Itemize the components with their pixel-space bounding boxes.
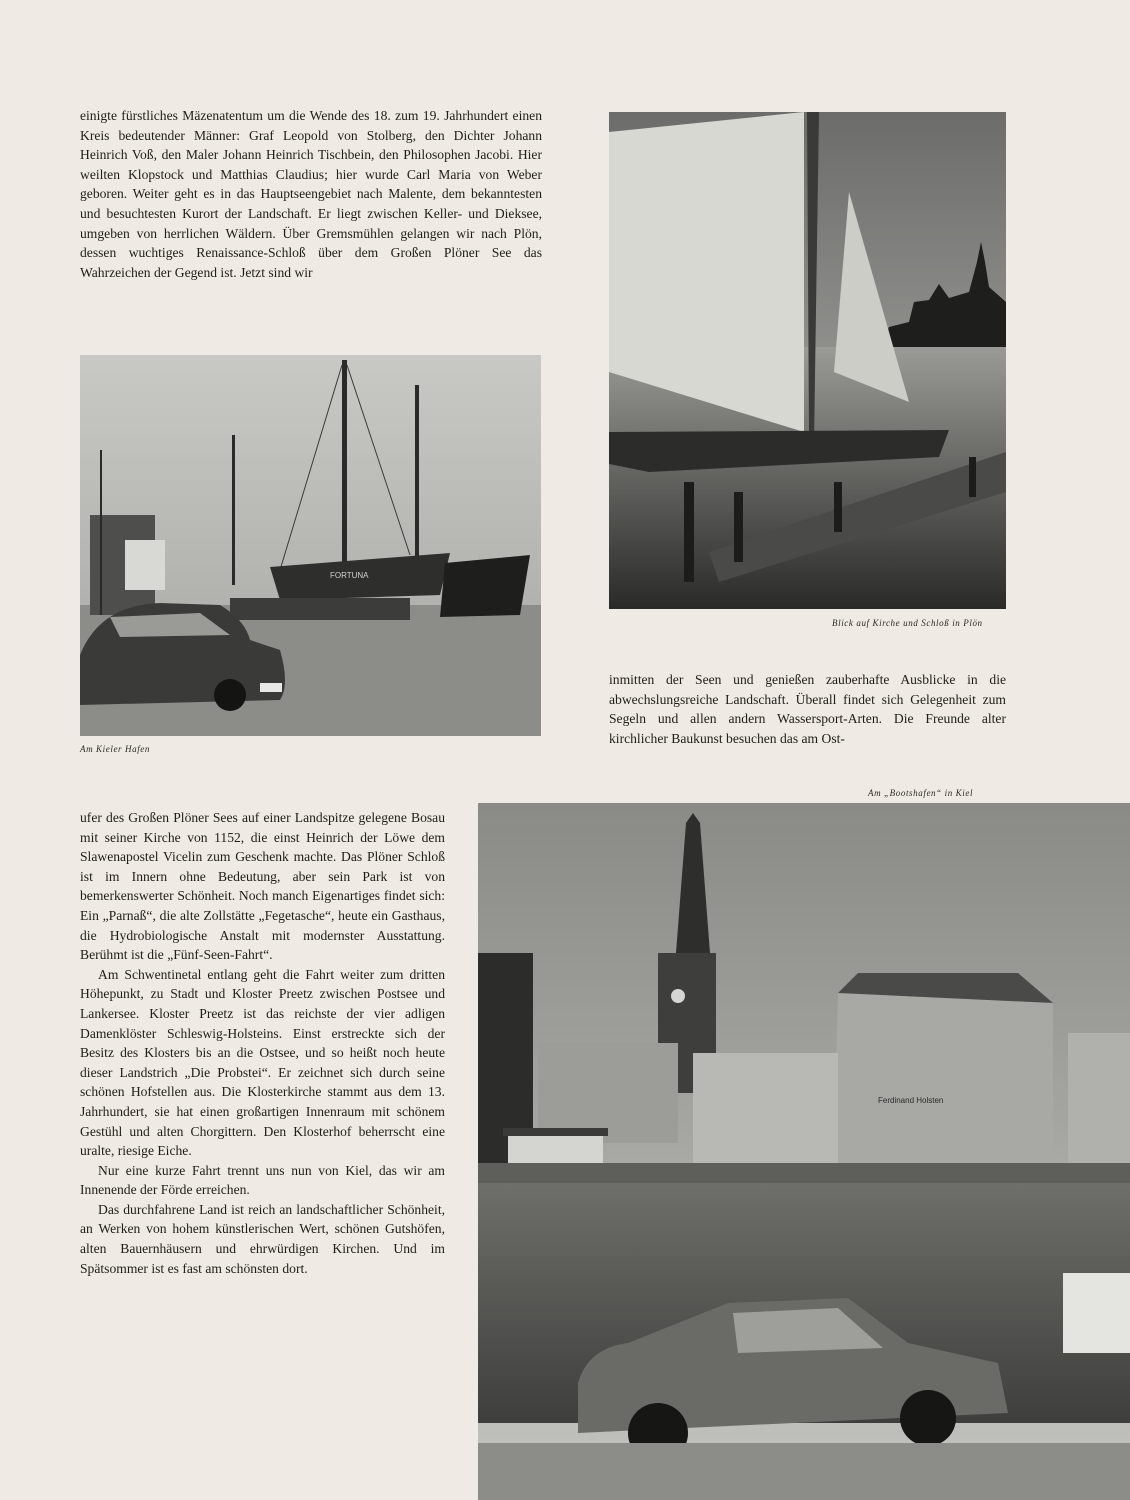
paragraph: einigte fürstliches Mäzenatentum um die Wende des 18. zum 19. Jahrhundert einen Kreis bedeutender Männer: Graf Leopold von Stolberg, den Dichter Johann Heinrich Voß, den Maler Johann Heinrich Tischbein, den Philosophen Jacobi. Hier weilten Klopstock und Matthias Claudius; hier wurde Carl Maria von Weber geboren. Weiter geht es in das Hauptseengebiet nach Malente, dem bekanntesten und besuchtesten Kurort der Landschaft. Er liegt zwischen Keller- und Dieksee, umgeben von herrlichen Wäldern. Über Gremsmühlen gelangen wir nach Plön, dessen wuchtiges Renaissance-Schloß über dem Großen Plöner See das Wahrzeichen der Gegend ist. Jetzt sind wir — [80, 108, 542, 280]
paragraph: Das durchfahrene Land ist reich an landschaftlicher Schönheit, an Werken von hohem künstlerischen Wert, schönen Gutshöfen, alten Bauernhäusern und ehrwürdigen Kirchen. Und im Spätsommer ist es fast am schönsten dort. — [80, 1201, 445, 1276]
ship-name-sign: FORTUNA — [330, 571, 369, 580]
paragraph: Nur eine kurze Fahrt trennt uns nun von Kiel, das wir am Innenende der Förde erreichen. — [80, 1162, 445, 1198]
caption-boatharbor: Am „Bootshafen“ in Kiel — [868, 788, 974, 798]
photo-kiel-harbor — [80, 355, 541, 736]
article-text-top-left — [80, 106, 542, 282]
shop-sign: Ferdinand Holsten — [878, 1096, 944, 1105]
article-text-mid-right — [609, 670, 1006, 748]
paragraph: inmitten der Seen und genießen zauberhafte Ausblicke in die abwechslungsreiche Landschaft. Überall findet sich Gelegenheit zum Segeln und allen andern Wassersport-Arten. Die Freunde alter kirchlicher Baukunst besuchen das am Ost- — [609, 672, 1006, 746]
article-text-bottom-left — [80, 808, 445, 1278]
photo-kiel-bootshafen — [478, 803, 1130, 1500]
caption-ploen: Blick auf Kirche und Schloß in Plön — [832, 618, 983, 628]
paragraph: Am Schwentinetal entlang geht die Fahrt weiter zum dritten Höhepunkt, zu Stadt und Kloster Preetz zwischen Postsee und Lankersee. Kloster Preetz ist das reichste der vier adligen Damenklöster Schleswig-Holsteins. Einst erstreckte sich der Besitz des Klosters bis an die Ostsee, und so heißt noch heute dieser Landstrich „Die Probstei“. Er zeichnet sich durch seine schönen Hofstellen aus. Die Klosterkirche stammt aus dem 13. Jahrhundert, sie hat einen großartigen Innenraum mit schönem Gestühl und alten Chorgittern. Den Klosterhof beherrscht eine uralte, riesige Eiche. — [80, 966, 445, 1159]
paragraph: ufer des Großen Plöner Sees auf einer Landspitze gelegene Bosau mit seiner Kirche von 1152, die einst Heinrich der Löwe dem Slawenapostel Vicelin zum Geschenk machte. Das Plöner Schloß ist im Innern ohne Bedeutung, aber sein Park ist von bemerkenswerter Schönheit. Noch manch Eigenartiges findet sich: Ein „Parnaß“, die alte Zollstätte „Fegetasche“, heute ein Gasthaus, die Hydrobiologische Anstalt mit modernster Ausstattung. Berühmt ist die „Fünf-Seen-Fahrt“. — [80, 810, 445, 963]
photo-ploen-sailboat — [609, 112, 1006, 609]
caption-harbor: Am Kieler Hafen — [80, 744, 150, 754]
